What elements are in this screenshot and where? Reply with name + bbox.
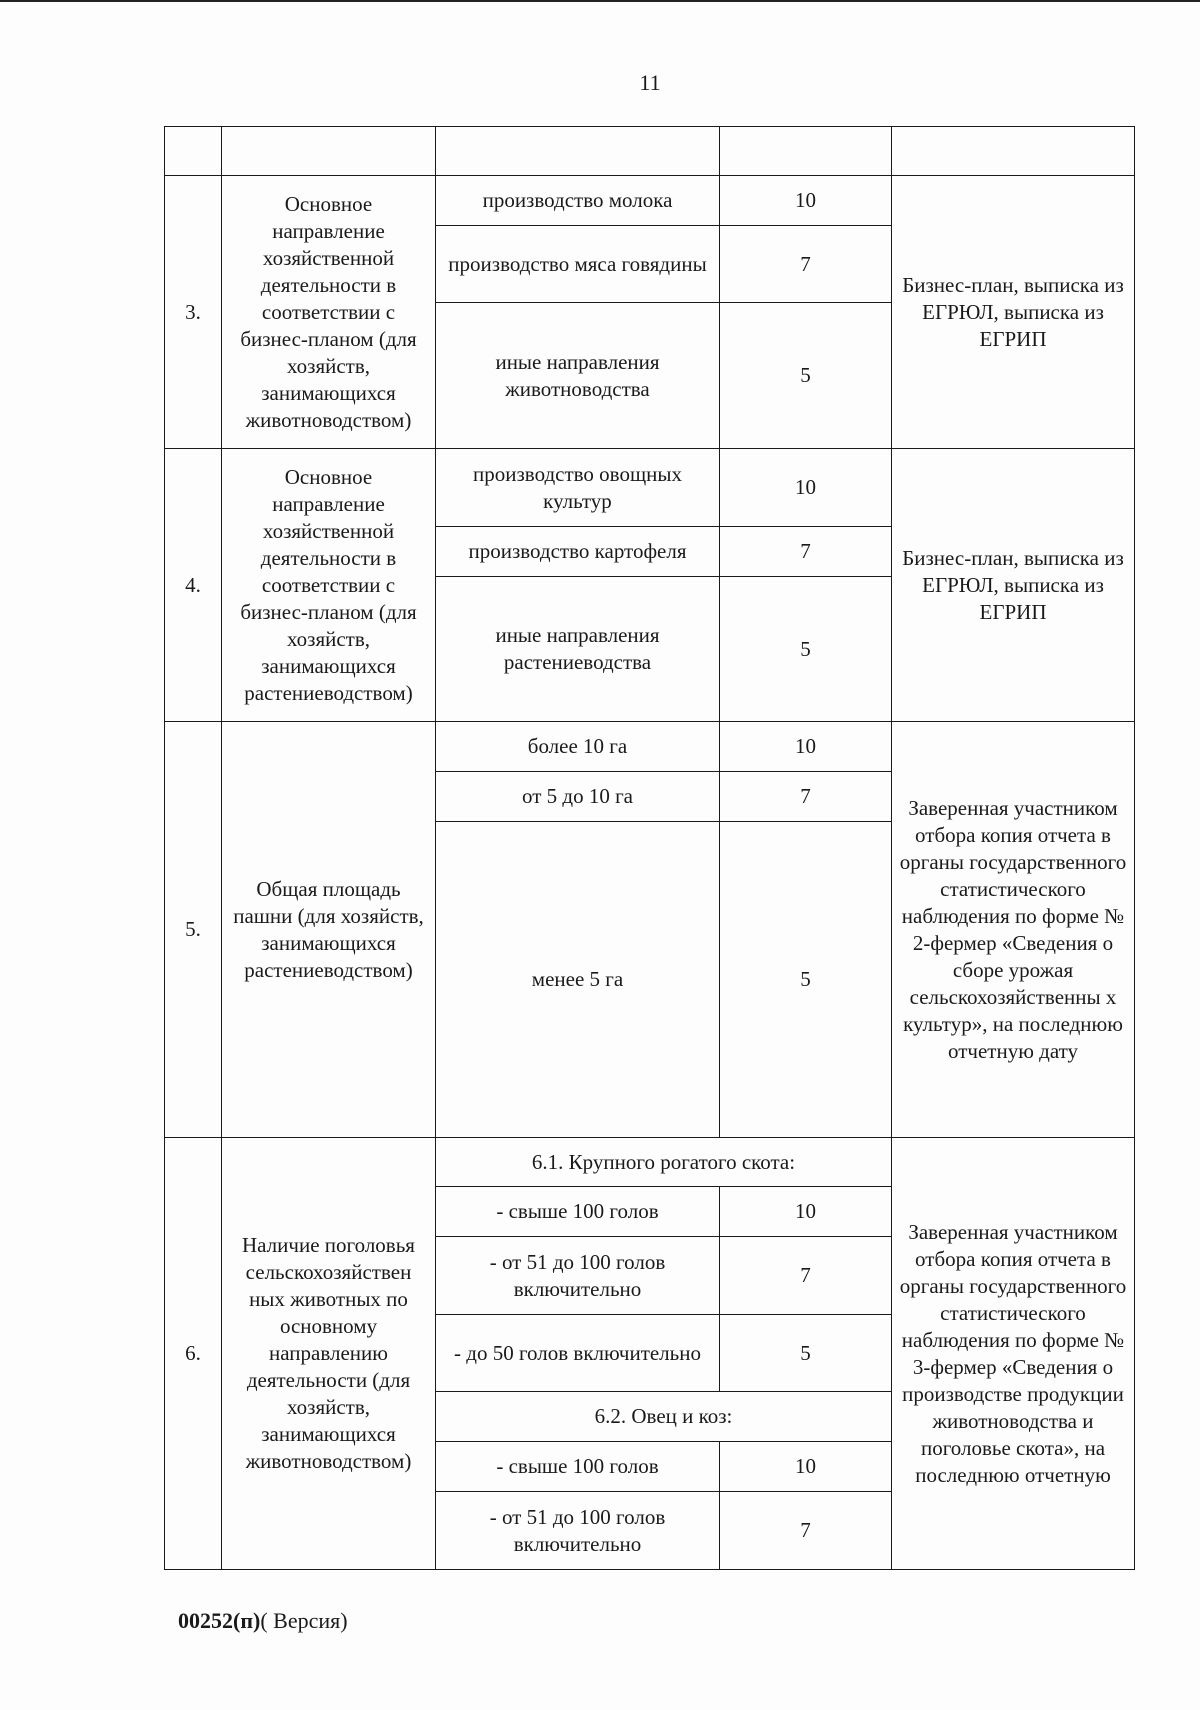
option-label: более 10 га [436,722,720,772]
option-label: производство молока [436,176,720,226]
row-number: 4. [165,449,222,722]
option-label: - от 51 до 100 голов включительно [436,1492,720,1570]
table-row-header-blank [165,127,1135,176]
option-label: менее 5 га [436,822,720,1138]
document-code: 00252(п) [178,1608,261,1633]
group-heading-cattle: 6.1. Крупного рогатого скота: [436,1138,892,1187]
option-score: 10 [720,722,892,772]
blank-cell [720,127,892,176]
option-score: 10 [720,176,892,226]
criterion-name: Основное направление хозяйственной деятельности в соответствии с бизнес-планом (для хозяйств, занимающихся животноводством) [222,176,436,449]
option-score: 7 [720,772,892,822]
option-score: 7 [720,226,892,303]
blank-cell [165,127,222,176]
option-label: - свыше 100 голов [436,1187,720,1237]
row-number: 5. [165,722,222,1138]
confirming-documents: Бизнес-план, выписка из ЕГРЮЛ, выписка из ЕГРИП [892,449,1135,722]
option-score: 5 [720,822,892,1138]
option-score: 5 [720,577,892,722]
criterion-name: Общая площадь пашни (для хозяйств, занимающихся растениеводством) [222,722,436,1138]
table-row [165,1138,1135,1187]
option-label: иные направления растениеводства [436,577,720,722]
option-label: производство картофеля [436,527,720,577]
option-score: 5 [720,1315,892,1392]
document-footer [178,1608,348,1634]
confirming-documents: Заверенная участником отбора копия отчета в органы государственного статистического наблюдения по форме № 2-фермер «Сведения о сборе урожая сельскохозяйственны х культур», на последнюю отчетную дату [892,722,1135,1138]
option-label: от 5 до 10 га [436,772,720,822]
criterion-name: Основное направление хозяйственной деятельности в соответствии с бизнес-планом (для хозяйств, занимающихся растениеводством) [222,449,436,722]
option-score: 7 [720,1492,892,1570]
blank-cell [892,127,1135,176]
row-number: 6. [165,1138,222,1570]
option-score: 7 [720,527,892,577]
option-label: - от 51 до 100 голов включительно [436,1237,720,1315]
criteria-table [164,126,1135,1570]
option-score: 10 [720,1187,892,1237]
blank-cell [436,127,720,176]
blank-cell [222,127,436,176]
table-row [165,449,1135,527]
option-label: - свыше 100 голов [436,1442,720,1492]
option-label: производство овощных культур [436,449,720,527]
table-row [165,176,1135,226]
option-score: 5 [720,303,892,449]
top-rule [0,0,1200,2]
group-heading-sheep-goats: 6.2. Овец и коз: [436,1392,892,1442]
confirming-documents: Бизнес-план, выписка из ЕГРЮЛ, выписка из ЕГРИП [892,176,1135,449]
row-number: 3. [165,176,222,449]
option-label: производство мяса говядины [436,226,720,303]
option-score: 10 [720,449,892,527]
table-row [165,722,1135,772]
document-version: ( Версия) [260,1608,348,1633]
confirming-documents: Заверенная участником отбора копия отчета в органы государственного статистического наблюдения по форме № 3-фермер «Сведения о производстве продукции животноводства и поголовье скота», на последнюю отчетную [892,1138,1135,1570]
option-score: 10 [720,1442,892,1492]
option-label: - до 50 голов включительно [436,1315,720,1392]
option-label: иные направления животноводства [436,303,720,449]
page-number: 11 [639,70,661,95]
option-score: 7 [720,1237,892,1315]
criterion-name: Наличие поголовья сельскохозяйствен ных животных по основному направлению деятельности (для хозяйств, занимающихся животноводством) [222,1138,436,1570]
